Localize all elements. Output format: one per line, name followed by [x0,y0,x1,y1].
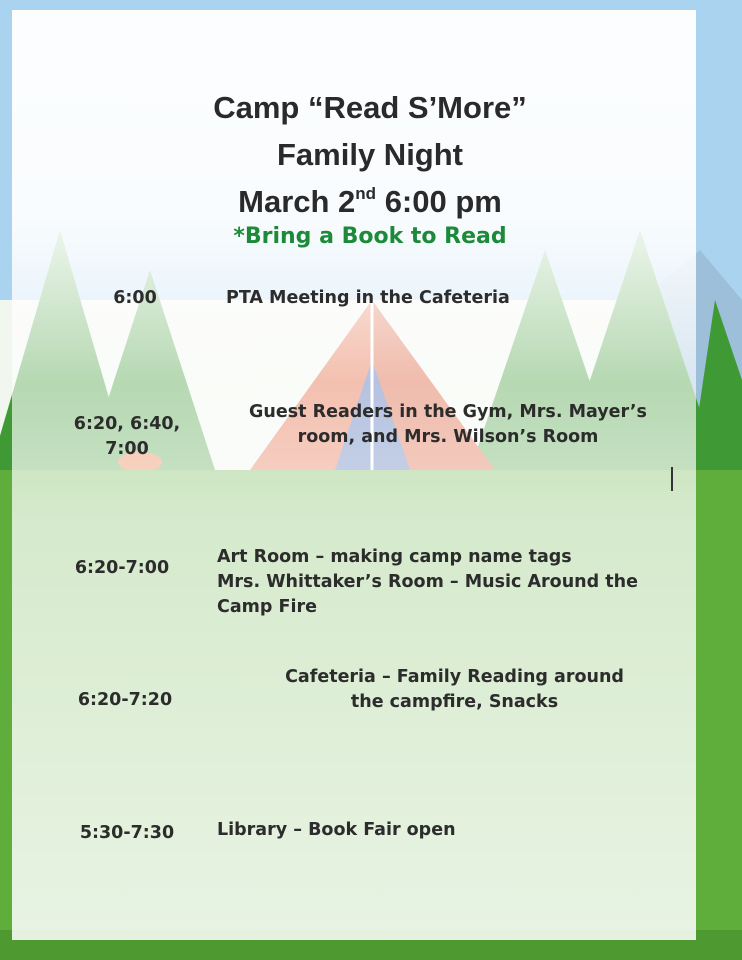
schedule-desc-3 [217,545,638,620]
schedule-desc-2 [228,400,668,450]
event-date-time: 6:00 pm [376,184,502,219]
event-subtitle-family-night: Family Night [276,137,463,172]
schedule-time-5: 5:30-7:30 [79,823,175,843]
schedule-desc-5 [217,818,456,843]
schedule-desc-line: the campfire, Snacks [350,692,559,712]
schedule-time-line: 7:00 [105,439,149,459]
schedule-time-4: 6:20-7:20 [77,690,173,710]
schedule-desc-4 [242,665,667,715]
schedule-desc-line: room, and Mrs. Wilson’s Room [297,427,599,447]
event-date [60,178,680,225]
schedule-time-2 [52,412,202,462]
event-date-ordinal: nd [355,184,377,203]
schedule-time-3: 6:20-7:00 [74,558,170,578]
schedule-desc-line: Guest Readers in the Gym, Mrs. Mayer’s [249,402,647,422]
flyer-header [60,84,680,255]
schedule-desc-1 [226,286,510,311]
schedule-desc-line: Cafeteria – Family Reading around [285,667,624,687]
schedule-time-line: 6:20, 6:40, [73,414,181,434]
schedule-desc-line: Camp Fire [217,597,317,617]
schedule-desc-line: PTA Meeting in the Cafeteria [226,288,510,308]
schedule-desc-line: Mrs. Whittaker’s Room – Music Around the [217,572,638,592]
schedule-time-1: 6:00 [113,288,157,308]
event-date-month-day: March 2 [238,184,356,219]
bring-book-note: *Bring a Book to Read [233,224,507,249]
schedule-desc-line: Library – Book Fair open [217,820,456,840]
text-cursor [671,467,673,491]
event-title: Camp “Read S’More” [213,90,527,125]
schedule-desc-line: Art Room – making camp name tags [217,547,572,567]
